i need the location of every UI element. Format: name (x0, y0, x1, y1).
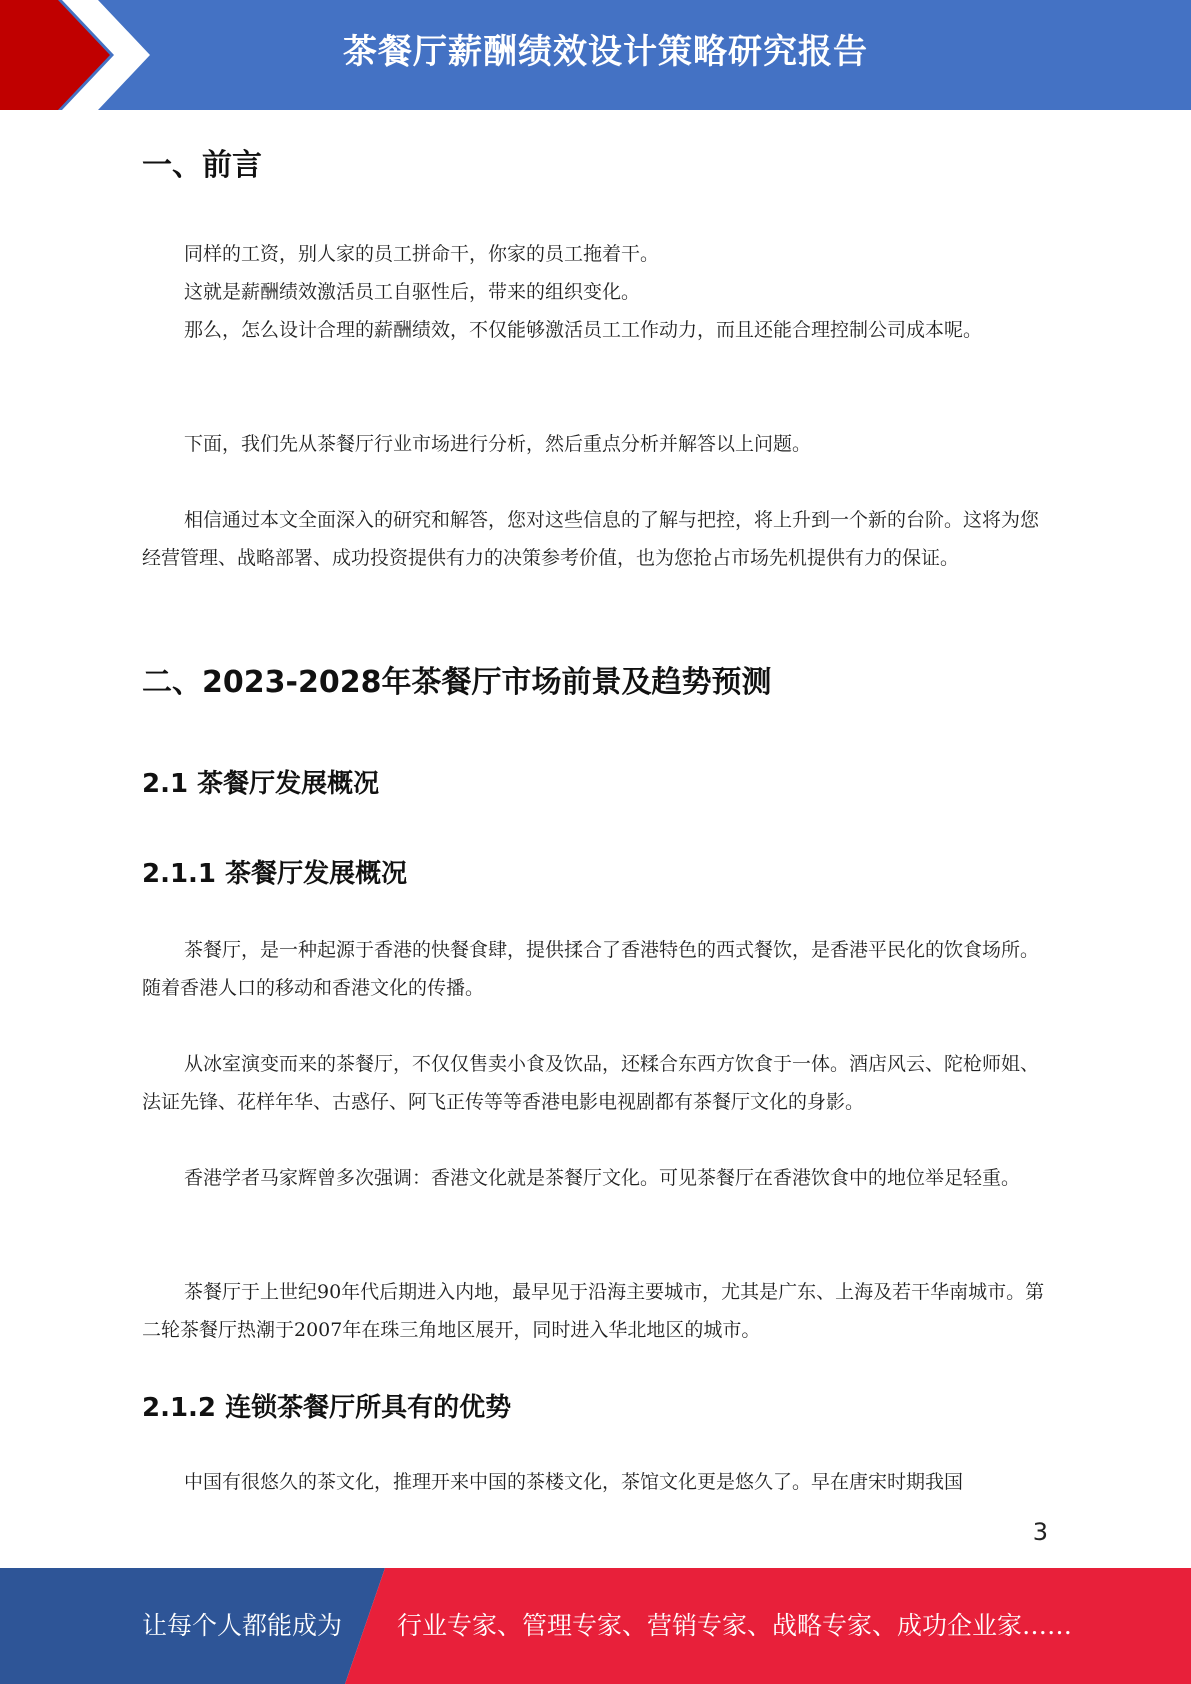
subsection-heading: 2.1.1 茶餐厅发展概况 (142, 859, 408, 889)
footer-slogan-left: 让每个人都能成为 (142, 1611, 343, 1640)
header-banner (0, 0, 1191, 110)
paragraph: 这就是薪酬绩效激活员工自驱性后，带来的组织变化。 (184, 281, 641, 303)
section-heading-market-outlook: 二、2023-2028年茶餐厅市场前景及趋势预测 (142, 665, 772, 700)
paragraph: 那么，怎么设计合理的薪酬绩效，不仅能够激活员工工作动力，而且还能合理控制公司成本呢。 (184, 319, 983, 341)
paragraph: 茶餐厅，是一种起源于香港的快餐食肆，提供揉合了香港特色的西式餐饮，是香港平民化的饮食场所。随着香港人口的移动和香港文化的传播。 (142, 939, 1040, 999)
report-title: 茶餐厅薪酬绩效设计策略研究报告 (343, 32, 868, 72)
subsection-heading: 2.1 茶餐厅发展概况 (142, 769, 380, 799)
paragraph: 中国有很悠久的茶文化，推理开来中国的茶楼文化，茶馆文化更是悠久了。早在唐宋时期我国 (184, 1471, 964, 1493)
paragraph: 茶餐厅于上世纪90年代后期进入内地，最早见于沿海主要城市，尤其是广东、上海及若干华南城市。第二轮茶餐厅热潮于2007年在珠三角地区展开，同时进入华北地区的城市。 (142, 1281, 1045, 1341)
footer-banner (0, 1568, 1191, 1684)
page-number: 3 (1032, 1518, 1048, 1546)
paragraph: 同样的工资，别人家的员工拼命干，你家的员工拖着干。 (184, 243, 660, 265)
paragraph: 从冰室演变而来的茶餐厅，不仅仅售卖小食及饮品，还糅合东西方饮食于一体。酒店风云、陀枪师姐、法证先锋、花样年华、古惑仔、阿飞正传等等香港电影电视剧都有茶餐厅文化的身影。 (142, 1053, 1040, 1113)
footer-slogan-right: 行业专家、管理专家、营销专家、战略专家、成功企业家…… (397, 1611, 1073, 1640)
subsection-heading: 2.1.2 连锁茶餐厅所具有的优势 (142, 1393, 512, 1423)
paragraph: 香港学者马家辉曾多次强调：香港文化就是茶餐厅文化。可见茶餐厅在香港饮食中的地位举足轻重。 (184, 1167, 1021, 1189)
paragraph: 相信通过本文全面深入的研究和解答，您对这些信息的了解与把控，将上升到一个新的台阶。这将为您经营管理、战略部署、成功投资提供有力的决策参考价值，也为您抢占市场先机提供有力的保证。 (142, 509, 1040, 569)
section-heading-preface: 一、前言 (142, 148, 262, 183)
paragraph: 下面，我们先从茶餐厅行业市场进行分析，然后重点分析并解答以上问题。 (184, 433, 812, 455)
